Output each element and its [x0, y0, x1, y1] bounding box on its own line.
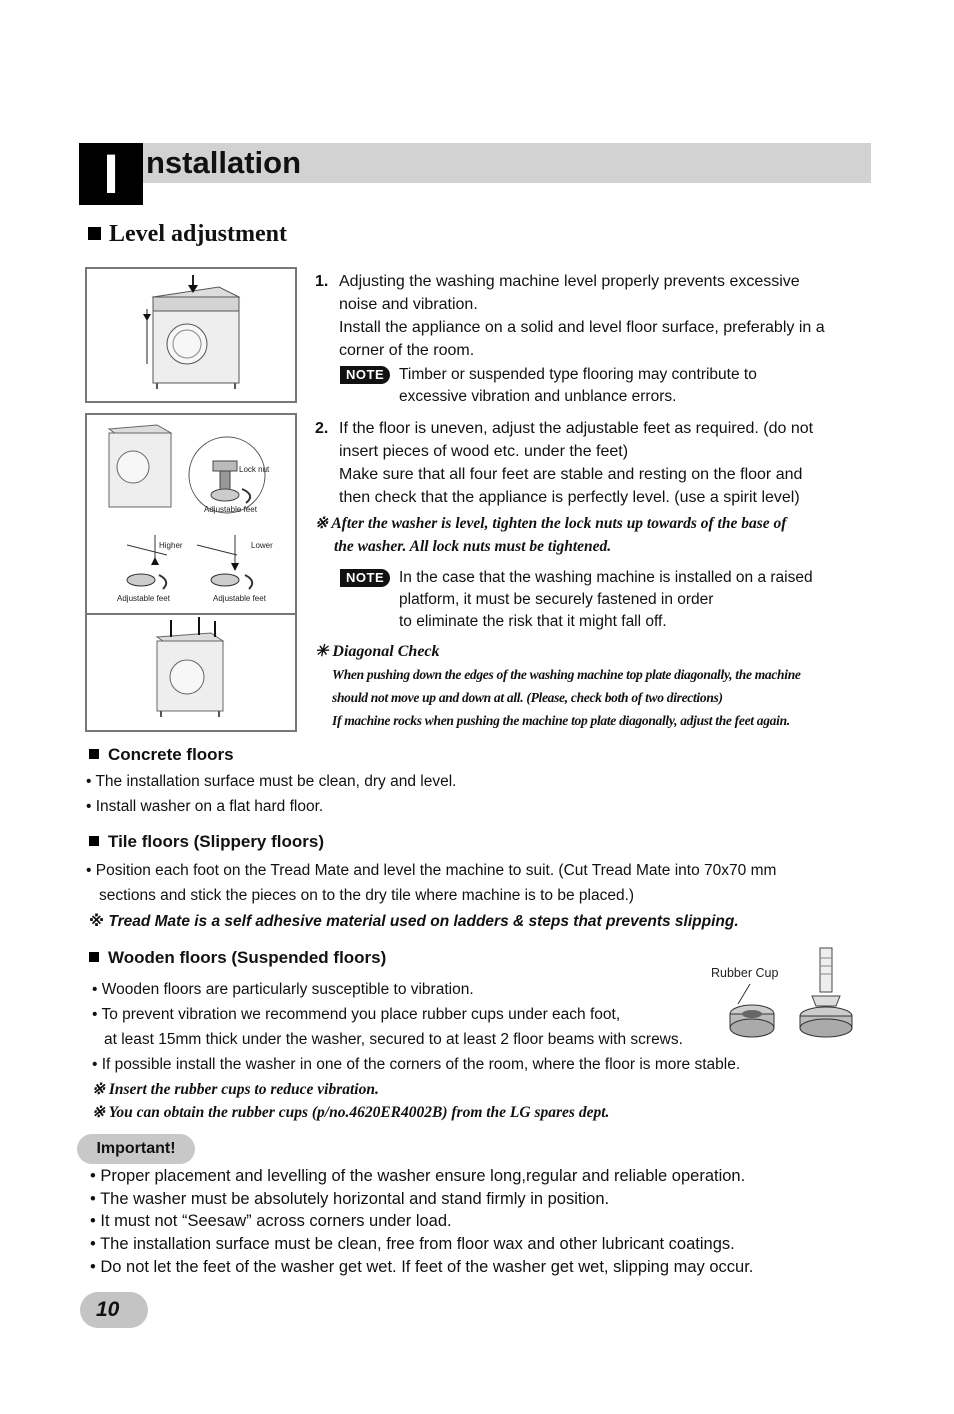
square-bullet-icon — [89, 952, 99, 962]
label-rubber-cup: Rubber Cup — [711, 966, 779, 980]
concrete-heading — [89, 745, 234, 765]
title-initial: I — [79, 143, 143, 205]
warning-line: After the washer is level, tighten the lock nuts up towards of the base of — [331, 515, 787, 532]
reference-mark-icon: ※ — [92, 1104, 105, 1121]
square-bullet-icon — [89, 836, 99, 846]
tile-title: Tile floors (Slippery floors) — [108, 832, 324, 851]
step-2 — [315, 417, 875, 509]
asterisk-icon: ✳ — [315, 643, 329, 660]
bullet-item: • Wooden floors are particularly susceptible to vibration. — [92, 981, 474, 998]
reference-mark-icon: ※ — [315, 515, 328, 532]
label-adjustable-feet-top: Adjustable feet — [204, 505, 257, 514]
note-badge: NOTE — [340, 569, 390, 587]
square-bullet-icon — [88, 227, 101, 240]
figure-washer-level — [85, 267, 297, 403]
label-adjustable-feet-left: Adjustable feet — [117, 594, 170, 603]
reference-mark-icon: ※ — [89, 913, 105, 930]
bullet-item: • Position each foot on the Tread Mate and level the machine to suit. (Cut Tread Mate into 70x70 mm — [86, 862, 777, 879]
note-line: Timber or suspended type flooring may contribute to — [399, 366, 757, 383]
feet-illustration — [87, 415, 295, 730]
step-number: 2. — [315, 420, 329, 437]
step-line: Adjusting the washing machine level properly prevents excessive — [339, 273, 800, 290]
bullet-item: • Install washer on a flat hard floor. — [86, 798, 324, 815]
important-item: • Do not let the feet of the washer get wet. If feet of the washer get wet, slipping may occur. — [90, 1258, 754, 1276]
wooden-note — [92, 1080, 379, 1099]
label-lock-nut: Lock nut — [239, 465, 270, 474]
reference-mark-icon: ※ — [92, 1081, 105, 1098]
wooden-heading — [89, 948, 386, 968]
section-heading — [88, 221, 287, 248]
important-item: • Proper placement and levelling of the washer ensure long,regular and reliable operation. — [90, 1167, 746, 1185]
important-badge: Important! — [77, 1134, 195, 1164]
bullet-item: sections and stick the pieces on to the dry tile where machine is to be placed.) — [99, 887, 635, 904]
note-1 — [340, 364, 870, 410]
diagonal-line: should not move up and down at all. (Please, check both of two directions) — [332, 690, 723, 705]
note-line: to eliminate the risk that it might fall off. — [399, 613, 667, 630]
step-line: If the floor is uneven, adjust the adjustable feet as required. (do not — [339, 420, 814, 437]
wooden-title: Wooden floors (Suspended floors) — [108, 948, 387, 967]
tile-note — [89, 912, 739, 931]
diagonal-check — [315, 641, 875, 732]
page-title: nstallation — [146, 145, 302, 180]
warning-line: the washer. All lock nuts must be tightened. — [334, 538, 612, 555]
step-line: Install the appliance on a solid and level floor surface, preferably in a — [339, 319, 825, 336]
label-adjustable-feet-right: Adjustable feet — [213, 594, 266, 603]
tile-heading — [89, 832, 324, 852]
note-line: excessive vibration and unblance errors. — [399, 388, 677, 405]
wooden-note-text: Insert the rubber cups to reduce vibration. — [108, 1081, 379, 1098]
diagonal-title: Diagonal Check — [332, 643, 440, 660]
washer-illustration — [87, 269, 295, 401]
wooden-note — [92, 1103, 609, 1122]
step-line: corner of the room. — [339, 342, 475, 359]
step-line: noise and vibration. — [339, 296, 478, 313]
note-line: platform, it must be securely fastened in order — [399, 591, 714, 608]
important-item: • The installation surface must be clean, free from floor wax and other lubricant coatings. — [90, 1235, 735, 1253]
lock-nut-warning — [315, 512, 875, 558]
step-line: then check that the appliance is perfectly level. (use a spirit level) — [339, 489, 800, 506]
diagonal-line: If machine rocks when pushing the machine top plate diagonally, adjust the feet again. — [332, 713, 790, 728]
bullet-item: • To prevent vibration we recommend you place rubber cups under each foot, — [92, 1006, 621, 1023]
figure-adjustable-feet — [85, 413, 297, 732]
rubber-cup-illustration — [720, 944, 860, 1044]
step-number: 1. — [315, 273, 329, 290]
note-2 — [340, 567, 870, 635]
bullet-item: • The installation surface must be clean, dry and level. — [86, 773, 457, 790]
section-heading-text: Level adjustment — [109, 221, 287, 247]
figure-divider — [87, 613, 295, 615]
step-1 — [315, 270, 875, 362]
note-badge: NOTE — [340, 366, 390, 384]
concrete-title: Concrete floors — [108, 745, 234, 764]
diagonal-line: When pushing down the edges of the washing machine top plate diagonally, the machine — [332, 667, 801, 682]
bullet-item: • If possible install the washer in one of the corners of the room, where the floor is more stable. — [92, 1056, 741, 1073]
tile-note-text: Tread Mate is a self adhesive material used on ladders & steps that prevents slipping. — [108, 913, 739, 930]
step-line: insert pieces of wood etc. under the feet) — [339, 443, 629, 460]
wooden-note-text: You can obtain the rubber cups (p/no.4620ER4002B) from the LG spares dept. — [108, 1104, 610, 1121]
note-line: In the case that the washing machine is installed on a raised — [399, 569, 813, 586]
important-item: • The washer must be absolutely horizontal and stand firmly in position. — [90, 1190, 610, 1208]
label-higher: Higher — [159, 541, 183, 550]
bullet-item: at least 15mm thick under the washer, secured to at least 2 floor beams with screws. — [104, 1031, 683, 1048]
step-line: Make sure that all four feet are stable and resting on the floor and — [339, 466, 803, 483]
label-lower: Lower — [251, 541, 273, 550]
important-item: • It must not “Seesaw” across corners under load. — [90, 1212, 452, 1230]
page-number: 10 — [96, 1298, 120, 1321]
square-bullet-icon — [89, 749, 99, 759]
